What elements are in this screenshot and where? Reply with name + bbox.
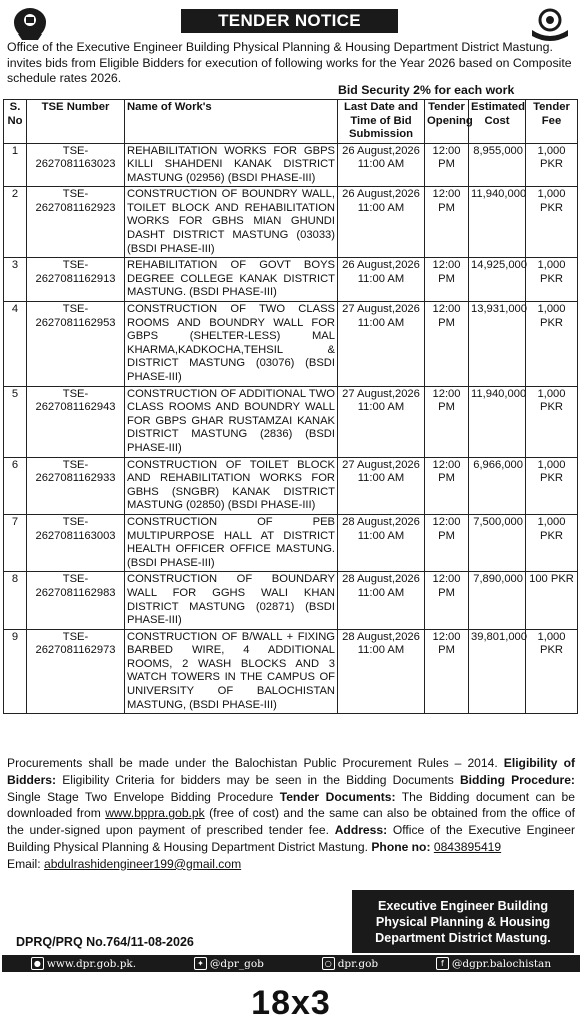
cell-last-date: 27 August,2026 11:00 AM: [338, 302, 425, 387]
table-row: [4, 386, 578, 457]
table-row: [4, 258, 578, 302]
cell-tender-opening: 12:00 PM: [425, 187, 469, 258]
cell-sno: 6: [4, 457, 27, 514]
works-table: [3, 99, 578, 714]
table-row: [4, 187, 578, 258]
cell-name-of-work: CONSTRUCTION OF TOILET BLOCK AND REHABILITATION WORKS FOR GBHS (SNGBR) KANAK DISTRICT MASTUNG (02850) (BSDI PHASE-III): [125, 457, 338, 514]
cell-estimated-cost: 7,500,000: [469, 514, 526, 571]
tender-documents-label: Tender Documents:: [279, 789, 396, 804]
cell-name-of-work: REHABILITATION OF GOVT BOYS DEGREE COLLEGE KANAK DISTRICT MASTUNG. (BSDI PHASE-III): [125, 258, 338, 302]
email-label: Email:: [7, 856, 41, 871]
cell-tender-opening: 12:00 PM: [425, 514, 469, 571]
cell-name-of-work: REHABILITATION WORKS FOR GBPS KILLI SHAHDENI KANAK DISTRICT MASTUNG (02956) (BSDI PHASE-III): [125, 143, 338, 187]
signature-line-1: Executive Engineer Building: [377, 898, 549, 913]
bidding-procedure-text: Single Stage Two Envelope Bidding Procedure: [7, 789, 274, 804]
government-logo-right: [528, 6, 572, 42]
cell-tender-fee: 1,000 PKR: [526, 386, 578, 457]
twitter-icon: ✦: [194, 957, 207, 970]
cell-sno: 1: [4, 143, 27, 187]
cell-sno: 8: [4, 572, 27, 629]
cell-last-date: 28 August,2026 11:00 AM: [338, 629, 425, 714]
cell-name-of-work: CONSTRUCTION OF B/WALL + FIXING BARBED WIRE, 4 ADDITIONAL ROOMS, 2 WASH BLOCKS AND 3 WATCH TOWERS IN THE CAMPUS OF UNIVERSITY OF BALOCHISTAN MASTUNG, (BSDI PHASE-III): [125, 629, 338, 714]
signature-block: [352, 890, 574, 953]
cell-estimated-cost: 6,966,000: [469, 457, 526, 514]
cell-estimated-cost: 8,955,000: [469, 143, 526, 187]
cell-tender-opening: 12:00 PM: [425, 629, 469, 714]
cell-tender-opening: 12:00 PM: [425, 302, 469, 387]
cell-tse-number: TSE-2627081162973: [27, 629, 125, 714]
address-label: Address:: [334, 823, 388, 838]
cell-estimated-cost: 13,931,000: [469, 302, 526, 387]
table-row: [4, 457, 578, 514]
cell-sno: 2: [4, 187, 27, 258]
cell-name-of-work: CONSTRUCTION OF PEB MULTIPURPOSE HALL AT DISTRICT HEALTH OFFICER OFFICE MASTUNG. (BSDI PHASE-III): [125, 514, 338, 571]
cell-estimated-cost: 7,890,000: [469, 572, 526, 629]
reference-number: DPRQ/PRQ No.764/11-08-2026: [16, 935, 194, 949]
bidding-procedure-label: Bidding Procedure:: [459, 772, 575, 787]
facebook-handle: @dgpr.balochistan: [451, 957, 552, 970]
eligibility-text: Eligibility Criteria for bidders may be seen in the Bidding Documents: [62, 772, 454, 787]
cell-tse-number: TSE-2627081162923: [27, 187, 125, 258]
procurement-rules-text: Procurements shall be made under the Balochistan Public Procurement Rules – 2014.: [7, 756, 498, 770]
header-tse-number: TSE Number: [27, 100, 125, 144]
facebook-icon: f: [436, 957, 449, 970]
website-text: www.dpr.gob.pk.: [46, 957, 137, 970]
address-text: Office of the Executive Engineer Building Physical Planning & Housing Department District Mastung.: [7, 823, 575, 854]
cell-tender-fee: 1,000 PKR: [526, 187, 578, 258]
table-row: [4, 302, 578, 387]
tender-documents-text: The Bidding document can be downloaded from: [7, 789, 575, 821]
ad-size-label: 18x3: [251, 984, 331, 1022]
government-logo-left: [8, 6, 52, 42]
cell-tse-number: TSE-2627081162983: [27, 572, 125, 629]
tender-documents-text-2: (free of cost) and the same can also be obtained from the office of the under-signed upon payment of prescribed tender fee.: [7, 806, 575, 838]
table-row: [4, 143, 578, 187]
header-last-date: Last Date and Time of Bid Submission: [338, 100, 425, 144]
cell-tender-fee: 1,000 PKR: [526, 457, 578, 514]
cell-name-of-work: CONSTRUCTION OF BOUNDRY WALL, TOILET BLOCK AND REHABILITATION WORKS FOR GBHS MIAN GHUNDI DASHT DISTRICT MASTUNG (03033) (BSDI PHASE-III): [125, 187, 338, 258]
cell-estimated-cost: 14,925,000: [469, 258, 526, 302]
phone-label: Phone no:: [371, 839, 431, 854]
instagram-handle: dpr.gob: [337, 957, 379, 970]
cell-tender-fee: 1,000 PKR: [526, 629, 578, 714]
cell-tender-fee: 1,000 PKR: [526, 302, 578, 387]
procurement-terms: [7, 755, 575, 873]
cell-tse-number: TSE-2627081162953: [27, 302, 125, 387]
cell-last-date: 28 August,2026 11:00 AM: [338, 514, 425, 571]
cell-tender-opening: 12:00 PM: [425, 386, 469, 457]
table-row: [4, 514, 578, 571]
cell-tender-opening: 12:00 PM: [425, 572, 469, 629]
cell-tender-fee: 100 PKR: [526, 572, 578, 629]
email-address-link[interactable]: abdulrashidengineer199@gmail.com: [43, 856, 242, 871]
eligibility-label: Eligibility of Bidders:: [7, 756, 575, 787]
cell-last-date: 28 August,2026 11:00 AM: [338, 572, 425, 629]
header-tender-fee: Tender Fee: [526, 100, 578, 144]
table-header-row: [4, 100, 578, 144]
signature-line-3: Department District Mastung.: [375, 930, 551, 945]
cell-last-date: 26 August,2026 11:00 AM: [338, 187, 425, 258]
cell-sno: 9: [4, 629, 27, 714]
cell-estimated-cost: 39,801,000: [469, 629, 526, 714]
twitter-item[interactable]: [194, 957, 264, 970]
instagram-item[interactable]: [322, 957, 378, 970]
table-row: [4, 629, 578, 714]
cell-last-date: 27 August,2026 11:00 AM: [338, 457, 425, 514]
bid-security-note: Bid Security 2% for each work: [338, 83, 515, 97]
cell-tender-opening: 12:00 PM: [425, 457, 469, 514]
cell-sno: 3: [4, 258, 27, 302]
cell-sno: 5: [4, 386, 27, 457]
website-item[interactable]: [31, 957, 136, 970]
cell-tender-fee: 1,000 PKR: [526, 514, 578, 571]
cell-tender-fee: 1,000 PKR: [526, 143, 578, 187]
tender-notice-title: TENDER NOTICE: [181, 9, 398, 33]
cell-tender-opening: 12:00 PM: [425, 143, 469, 187]
instagram-icon: ○: [322, 957, 335, 970]
cell-name-of-work: CONSTRUCTION OF TWO CLASS ROOMS AND BOUNDRY WALL FOR GBPS (SHELTER-LESS) MAL KHARMA,KADKOCHA,TEHSIL & DISTRICT MASTUNG (03076) (BSDI PHASE-III): [125, 302, 338, 387]
signature-line-2: Physical Planning & Housing: [375, 914, 551, 929]
cell-name-of-work: CONSTRUCTION OF ADDITIONAL TWO CLASS ROOMS AND BOUNDRY WALL FOR GBPS GHAR RUSTAMZAI KANAK DISTRICT MASTUNG (2836) (BSDI PHASE-III): [125, 386, 338, 457]
cell-last-date: 26 August,2026 11:00 AM: [338, 143, 425, 187]
cell-tse-number: TSE-2627081162943: [27, 386, 125, 457]
social-media-bar: [2, 955, 580, 972]
header-tender-opening: Tender Opening: [425, 100, 469, 144]
header-estimated-cost: Estimated Cost: [469, 100, 526, 144]
bppra-website-link[interactable]: www.bppra.gob.pk: [105, 806, 205, 821]
cell-tender-opening: 12:00 PM: [425, 258, 469, 302]
cell-tse-number: TSE-2627081163003: [27, 514, 125, 571]
cell-tse-number: TSE-2627081162913: [27, 258, 125, 302]
header-sno: S. No: [4, 100, 27, 144]
cell-sno: 4: [4, 302, 27, 387]
cell-name-of-work: CONSTRUCTION OF BOUNDARY WALL FOR GGHS WALI KHAN DISTRICT MASTUNG (02871) (BSDI PHASE-III): [125, 572, 338, 629]
cell-tse-number: TSE-2627081163023: [27, 143, 125, 187]
cell-sno: 7: [4, 514, 27, 571]
facebook-item[interactable]: [436, 957, 551, 970]
header-name-of-work: Name of Work's: [125, 100, 338, 144]
cell-last-date: 26 August,2026 11:00 AM: [338, 258, 425, 302]
table-row: [4, 572, 578, 629]
globe-icon: ●: [31, 957, 44, 970]
intro-paragraph: Office of the Executive Engineer Building Physical Planning & Housing Department District Mastung. invites bids from Eligible Bidders for execution of following works for the Year 2026 based on Composite schedule rates 2026.: [7, 40, 572, 85]
cell-last-date: 27 August,2026 11:00 AM: [338, 386, 425, 457]
cell-estimated-cost: 11,940,000: [469, 386, 526, 457]
cell-tender-fee: 1,000 PKR: [526, 258, 578, 302]
phone-number: 0843895419: [433, 839, 502, 854]
twitter-handle: @dpr_gob: [209, 957, 264, 970]
cell-tse-number: TSE-2627081162933: [27, 457, 125, 514]
cell-estimated-cost: 11,940,000: [469, 187, 526, 258]
